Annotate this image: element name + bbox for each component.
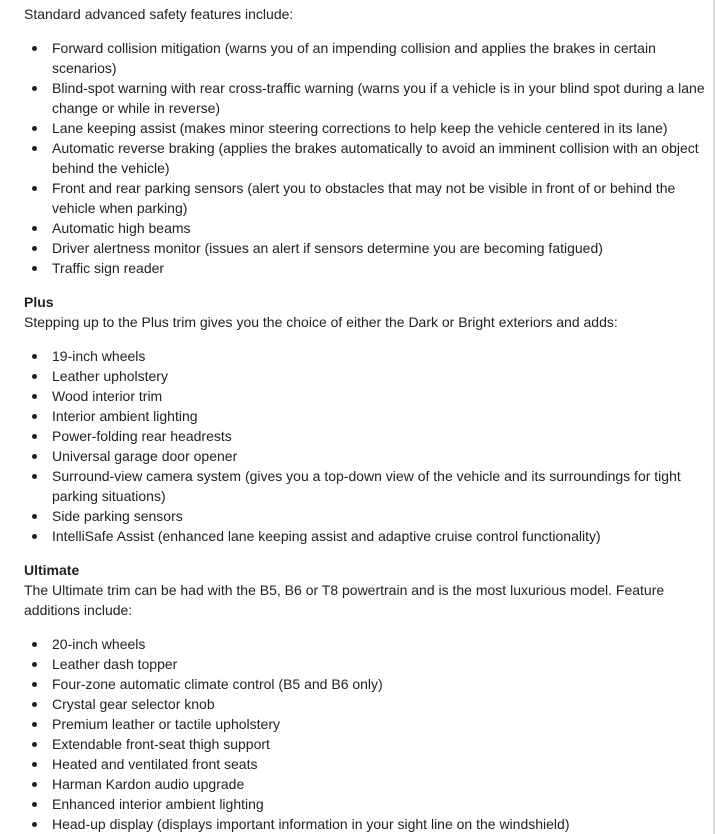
list-item: Interior ambient lighting <box>52 406 706 426</box>
list-item: Surround-view camera system (gives you a top-down view of the vehicle and its surroundings for tight parking situations) <box>52 466 706 506</box>
list-item: Wood interior trim <box>52 386 706 406</box>
list-item: Lane keeping assist (makes minor steering corrections to help keep the vehicle centered in its lane) <box>52 118 706 138</box>
list-item: Head-up display (displays important information in your sight line on the windshield) <box>52 814 706 834</box>
list-item: Power-folding rear headrests <box>52 426 706 446</box>
list-item: Four-zone automatic climate control (B5 and B6 only) <box>52 674 706 694</box>
plus-features-list <box>24 346 706 546</box>
list-item: Enhanced interior ambient lighting <box>52 794 706 814</box>
list-item: Harman Kardon audio upgrade <box>52 774 706 794</box>
list-item: Traffic sign reader <box>52 258 706 278</box>
list-item: Premium leather or tactile upholstery <box>52 714 706 734</box>
list-item: 20-inch wheels <box>52 634 706 654</box>
list-item: Side parking sensors <box>52 506 706 526</box>
ultimate-features-list <box>24 634 706 834</box>
plus-intro: Stepping up to the Plus trim gives you the choice of either the Dark or Bright exteriors and adds: <box>24 314 618 330</box>
article-content <box>24 4 706 834</box>
list-item: Driver alertness monitor (issues an alert if sensors determine you are becoming fatigued) <box>52 238 706 258</box>
list-item: Forward collision mitigation (warns you of an impending collision and applies the brakes in certain scenarios) <box>52 38 706 78</box>
ultimate-intro: The Ultimate trim can be had with the B5, B6 or T8 powertrain and is the most luxurious model. Feature additions include: <box>24 582 665 618</box>
list-item: Automatic high beams <box>52 218 706 238</box>
list-item: Automatic reverse braking (applies the brakes automatically to avoid an imminent collision with an object behind the vehicle) <box>52 138 706 178</box>
list-item: Extendable front-seat thigh support <box>52 734 706 754</box>
plus-heading: Plus <box>24 294 54 310</box>
list-item: Universal garage door opener <box>52 446 706 466</box>
list-item: Leather upholstery <box>52 366 706 386</box>
safety-intro: Standard advanced safety features include: <box>24 6 294 22</box>
list-item: Blind-spot warning with rear cross-traffic warning (warns you if a vehicle is in your blind spot during a lane change or while in reverse) <box>52 80 705 116</box>
list-item: Crystal gear selector knob <box>52 694 706 714</box>
list-item: Heated and ventilated front seats <box>52 754 706 774</box>
list-item: Front and rear parking sensors (alert you to obstacles that may not be visible in front of or behind the vehicle when parking) <box>52 178 706 218</box>
list-item: IntelliSafe Assist (enhanced lane keeping assist and adaptive cruise control functionality) <box>52 526 706 546</box>
safety-features-list <box>24 38 706 278</box>
list-item: Leather dash topper <box>52 654 706 674</box>
ultimate-heading: Ultimate <box>24 562 80 578</box>
list-item: 19-inch wheels <box>52 346 706 366</box>
